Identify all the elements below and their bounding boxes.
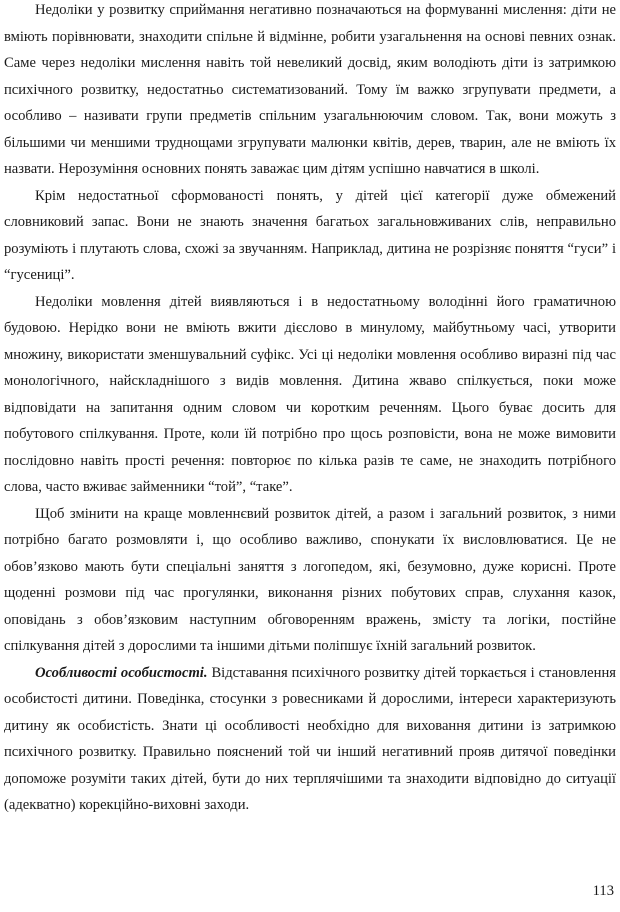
paragraph-personality (4, 660, 616, 819)
body-text (4, 0, 616, 819)
paragraph-text: Недоліки у розвитку сприймання негативно позначаються на формуванні мислення: діти не вміють порівнювати, знаходити спільне й відмінне, робити узагальнення на основі певних ознак. Саме через недоліки мислення навіть той невеликий досвід, яким володіють діти із затримкою психічного розвитку, недостатньо систематизований. Тому їм важко згрупувати предмети, а особливо – називати групи предметів спільним узагальнюючим словом. Так, вони можуть з більшими чи меншими труднощами згрупувати малюнки квітів, дерев, тварин, але не вміють їх назвати. Нерозуміння основних понять заважає цим дітям успішно навчатися в школі. (4, 2, 616, 177)
paragraph-speech-development (4, 501, 616, 660)
paragraph-text: Щоб змінити на краще мовленнєвий розвиток дітей, а разом і загальний розвиток, з ними потрібно багато розмовляти і, що особливо важливо, спонукати їх висловлюватися. Це не обов’язково мають бути спеціальні заняття з логопедом, які, безумовно, дуже корисні. Проте щоденні розмови під час прогулянки, виконання різних побутових справ, слухання казок, оповідань з обов’язковим наступним обговоренням вражень, змісту та логіки, постійне спілкування дітей з дорослими та іншими дітьми поліпшує їхній загальний розвиток. (4, 505, 616, 654)
page-number: 113 (592, 883, 614, 899)
paragraph-text: Відставання психічного розвитку дітей торкається і становлення особистості дитини. Поведінка, стосунки з ровесниками й дорослими, інтереси характеризують дитину як особистість. Знати ці особливості необхідно для виховання дитини із затримкою психічного розвитку. Правильно пояснений той чи інший негативний прояв дитячої поведінки допоможе розуміти таких дітей, бути до них терплячішими та знаходити відповідно до ситуації (адекватно) корекційно-виховні заходи. (4, 664, 616, 813)
paragraph-text: Недоліки мовлення дітей виявляються і в недостатньому володінні його граматичною будовою. Нерідко вони не вміють вжити дієслово в минулому, майбутньому часі, утворити множину, використати зменшувальний суфікс. Усі ці недоліки мовлення особливо виразні під час монологічного, найскладнішого з видів мовлення. Дитина жваво спілкується, поки може відповідати на запитання одним словом чи коротким реченням. Цього буває досить для побутового спілкування. Проте, коли їй потрібно про щось розповісти, вона не може вимовити послідовно навіть прості речення: повторює по кілька разів те саме, не знаходить потрібного слова, часто вживає займенники “той”, “таке”. (4, 293, 616, 495)
paragraph-vocabulary (4, 183, 616, 289)
paragraph-lead-heading: Особливості особистості. (35, 664, 208, 681)
paragraph-grammar (4, 289, 616, 501)
paragraph-text: Крім недостатньої сформованості понять, у дітей цієї категорії дуже обмежений словниковий запас. Вони не знають значення багатьох загальновживаних слів, неправильно розуміють і плутають слова, схожі за звучанням. Наприклад, дитина не розрізняє поняття “гуси” і “гусениці”. (4, 187, 616, 283)
paragraph-perception (4, 0, 616, 183)
